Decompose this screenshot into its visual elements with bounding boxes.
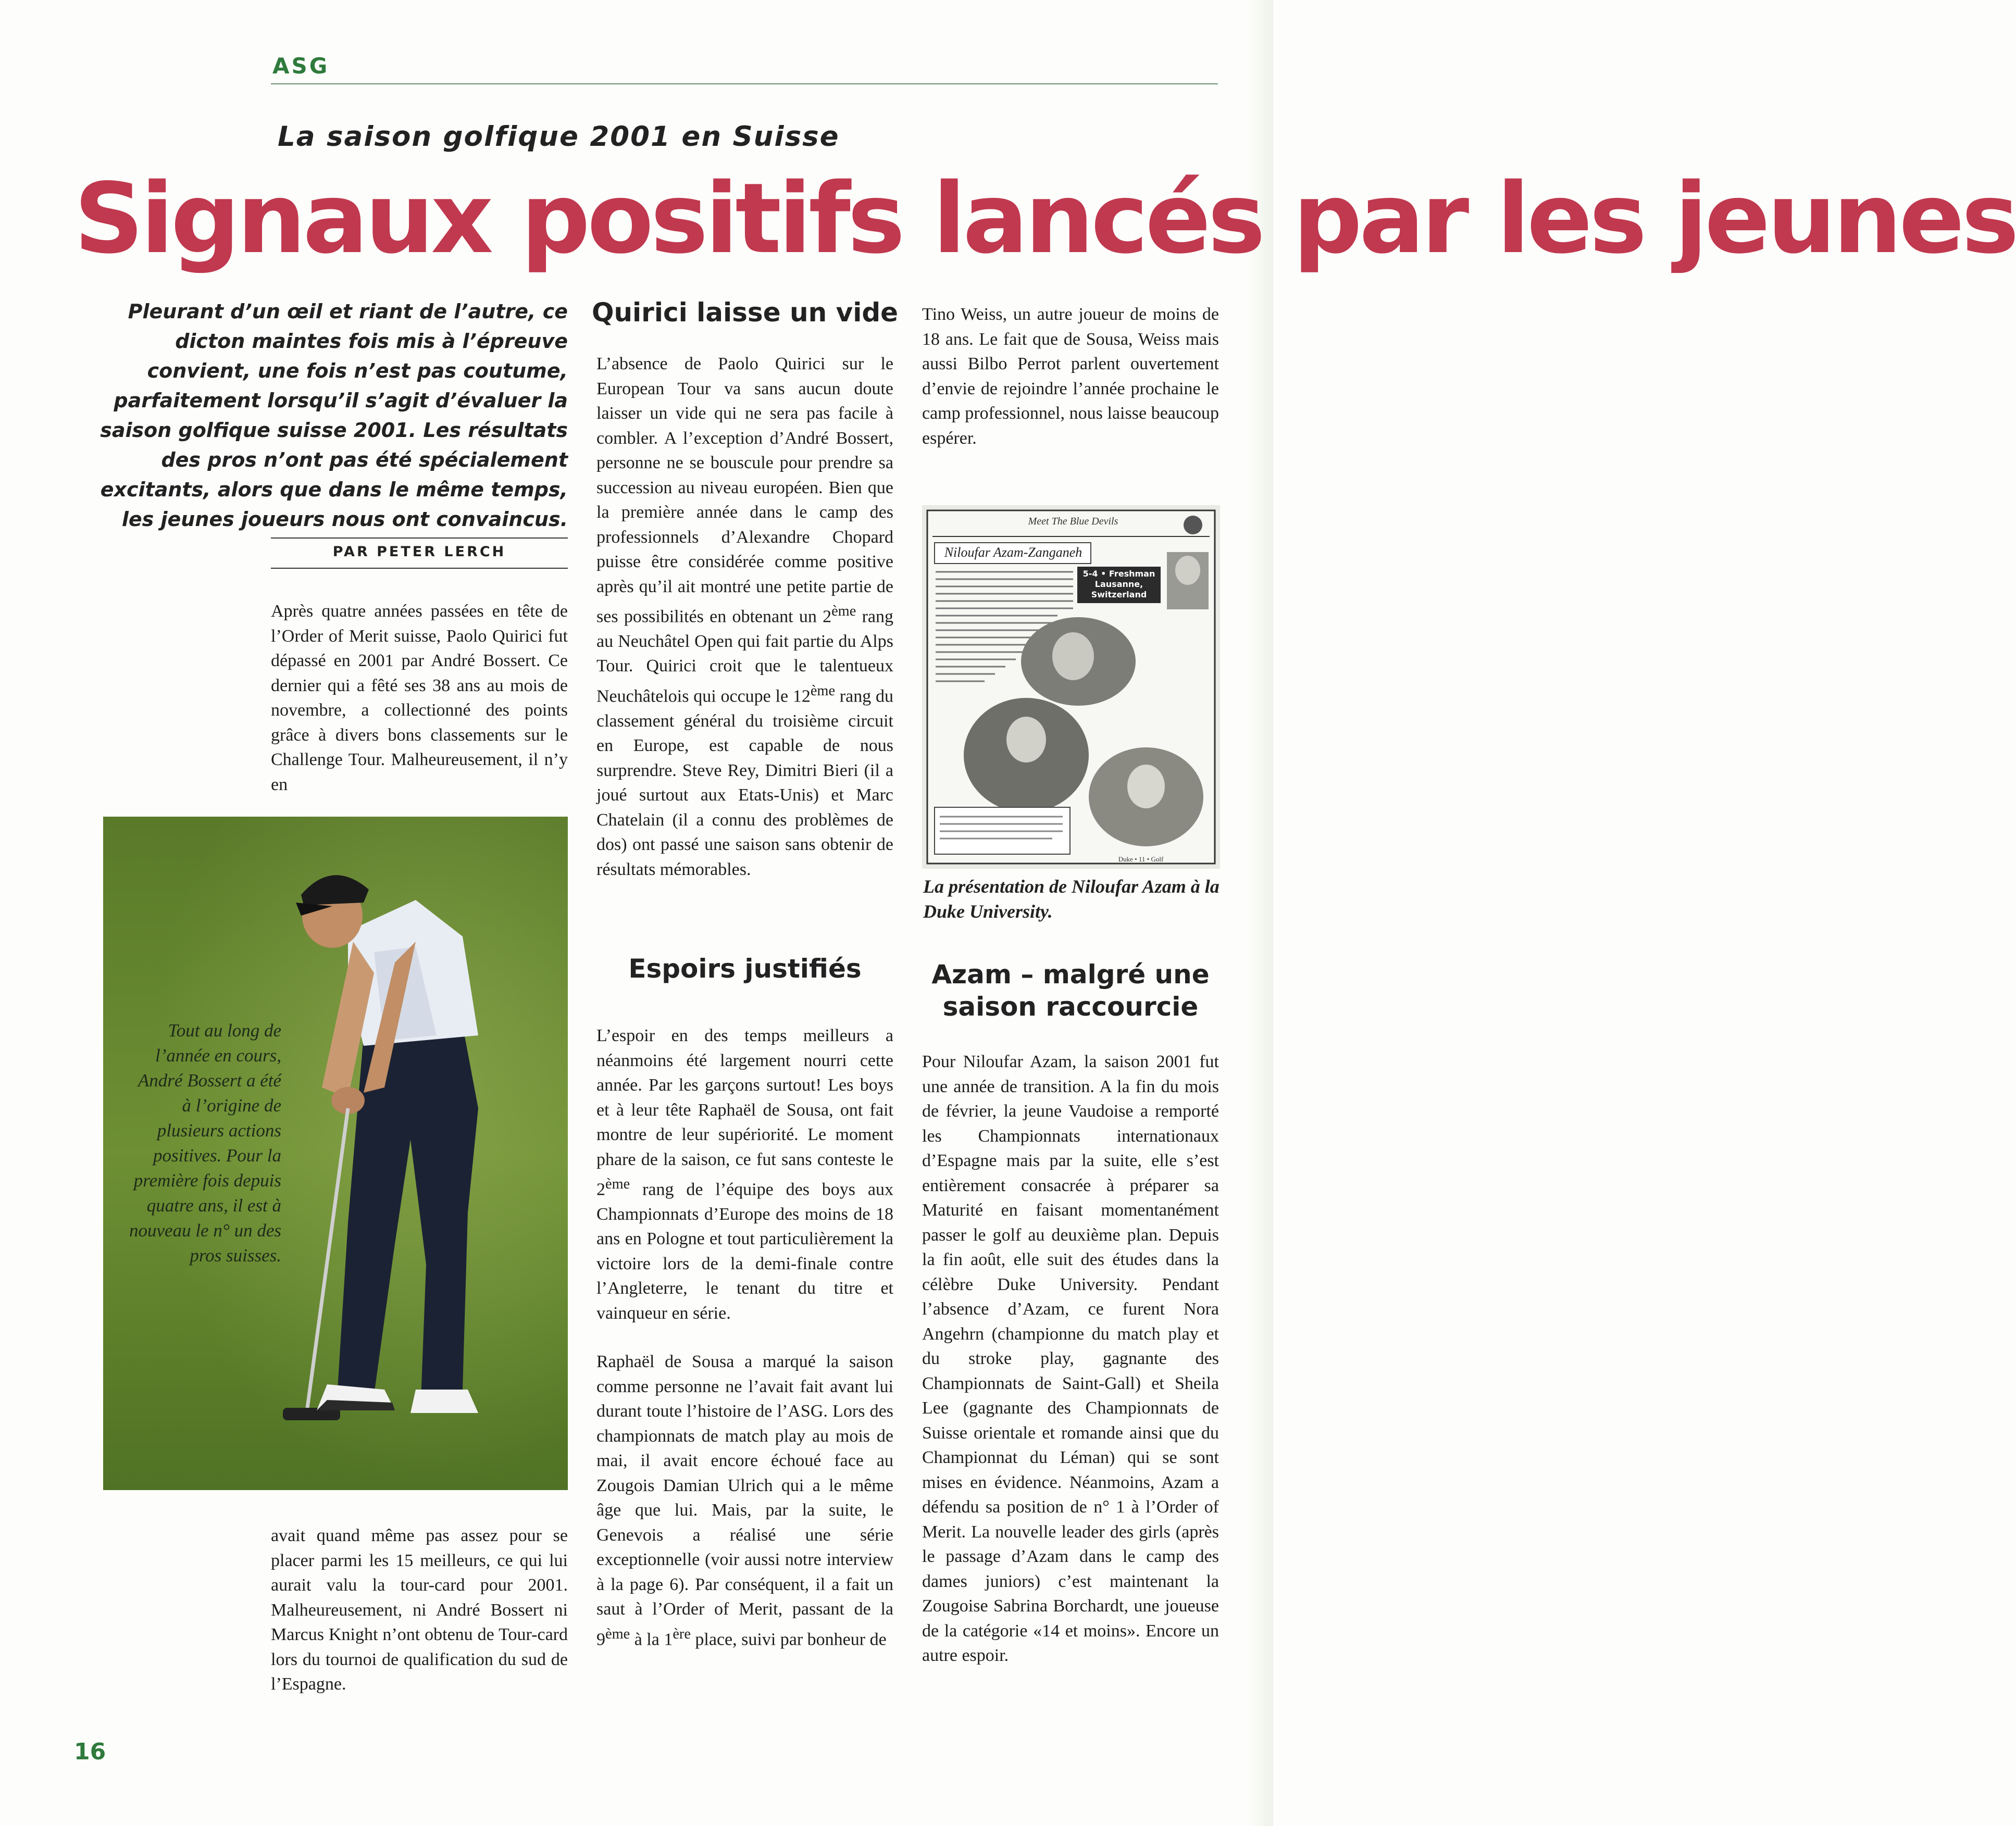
body-paragraph bbox=[596, 1023, 893, 1325]
column1-bottom bbox=[271, 1523, 568, 1697]
inset-caption: La présentation de Niloufar Azam à la Duke University. bbox=[923, 876, 1219, 922]
text-run: Raphaël de Sousa a marqué la saison comme personne ne l’avait fait avant lui durant toute l’histoire de l’ASG. Lors des championnats de match play au mois de mai, il avait encore échoué face au Zougois Damian Ulrich qui a le même âge que lui. Mais, par la suite, le Genevois a réalisé une série exceptionnelle (voir aussi notre interview à la page 6). Par conséquent, il a fait un saut à l’Order of Merit, passant de la 9 bbox=[596, 1352, 893, 1649]
subheading-espoirs: Espoirs justifiés bbox=[628, 954, 862, 984]
inset-badge-line: Lausanne, bbox=[1094, 579, 1143, 589]
inset-badge-line: 5-4 • Freshman bbox=[1082, 569, 1155, 579]
body-paragraph: Après quatre années passées en tête de l’Order of Merit suisse, Paolo Quirici fut dépassé en 2001 par André Bossert. Ce dernier qui a fêté ses 38 ans au mois de novembre, a collectionné des points grâce à divers bons classements sur le Challenge Tour. Malheureusement, il n’y en bbox=[271, 602, 568, 794]
text-run: L’absence de Paolo Quirici sur le European Tour va sans aucun doute laisser un vide qui ne sera pas facile à combler. A l’exception d’André Bossert, personne ne se bouscule pour prendre sa succession au niveau européen. Bien que la première année dans le camp des professionnels d’Alexandre Chopard puisse être considérée comme positive après qu’il ait montré une petite partie de ses possibilités en obtenant un 2 bbox=[596, 354, 893, 627]
section-tag: ASG bbox=[272, 53, 330, 79]
superscript: ère bbox=[673, 1625, 691, 1642]
inset-footer: Duke • 11 • Golf bbox=[1118, 855, 1164, 863]
header-rule bbox=[271, 83, 1218, 84]
column3-top bbox=[922, 302, 1219, 451]
text-run: à la 1 bbox=[630, 1630, 673, 1649]
inset-banner: Meet The Blue Devils bbox=[1028, 516, 1118, 527]
superscript: ème bbox=[810, 682, 836, 699]
kicker: La saison golfique 2001 en Suisse bbox=[278, 121, 840, 153]
body-paragraph: avait quand même pas assez pour se placer parmi les 15 meilleurs, ce qui lui aurait valu la tour-card pour 2001. Malheureusement, ni André Bossert ni Marcus Knight n’ont obtenu de Tour-card lors du tournoi de qualification du sud de l’Espagne. bbox=[271, 1526, 568, 1694]
column1-top bbox=[271, 599, 568, 797]
text-run: rang du classement général du troisième circuit en Europe, est capable de nous surprendre. Steve Rey, Dimitri Bieri (il a joué surtout aux Etats-Unis) et Marc Chatelain (il a connu des problèmes de dos) ont passé une saison sans obtenir de résultats mémorables. bbox=[596, 686, 893, 879]
body-paragraph: Tino Weiss, un autre joueur de moins de 18 ans. Le fait que de Sousa, Weiss mais aussi Bilbo Perrot parlent ouvertement d’envie de rejoindre l’année prochaine le camp professionnel, nous laisse beaucoup espérer. bbox=[922, 305, 1219, 448]
superscript: ème bbox=[605, 1176, 630, 1192]
subheading-quirici: Quirici laisse un vide bbox=[591, 297, 899, 328]
page-number: 16 bbox=[74, 1739, 106, 1765]
text-run: rang de l’équipe des boys aux Championnats d’Europe des moins de 18 ans en Pologne et tout particulièrement la victoire lors de la demi-finale contre l’Angleterre, le tenant du titre et vainqueur en série. bbox=[596, 1180, 893, 1323]
subheading-azam: Azam – malgré une saison raccourcie bbox=[931, 959, 1210, 1022]
superscript: ème bbox=[605, 1625, 630, 1642]
headline: Signaux positifs lancés par les jeunes bbox=[74, 162, 2016, 275]
body-paragraph bbox=[596, 1349, 893, 1652]
inset-badge bbox=[1077, 569, 1161, 600]
byline: PAR PETER LERCH bbox=[332, 544, 506, 560]
superscript: ème bbox=[831, 603, 856, 619]
lead-paragraph: Pleurant d’un œil et riant de l’autre, ce dicton maintes fois mis à l’épreuve convient, une fois n’est pas coutume, parfaitement lorsqu’il s’agit d’évaluer la saison golfique suisse 2001. Les résultats des pros n’ont pas été spécialement excitants, alors que dans le même temps, les jeunes joueurs nous ont convaincus. bbox=[100, 300, 568, 531]
body-paragraph bbox=[596, 352, 893, 882]
column2-top bbox=[596, 352, 893, 882]
column3-bottom bbox=[922, 1049, 1219, 1668]
body-paragraph: Pour Niloufar Azam, la saison 2001 fut une année de transition. A la fin du mois de février, la jeune Vaudoise a remporté les Championnats internationaux d’Espagne mais par la suite, elle s’est entièrement consacrée à préparer sa Maturité en faisant momentanément passer le golf au deuxième plan. Depuis la fin août, elle suit des études dans la célèbre Duke University. Pendant l’absence d’Azam, ce furent Nora Angehrn (championne du match play et du stroke play, gagnante des Championnats de Saint-Gall) et Sheila Lee (gagnante des Championnats de Suisse orientale et romande ainsi que du Championnat du Léman) qui se sont mises en évidence. Néanmoins, Azam a défendu sa position de n° 1 à l’Order of Merit. La nouvelle leader des girls (après le passage d’Azam dans le camp des dames juniors) c’est maintenant la Zougoise Sabrina Borchardt, une joueuse de la catégorie «14 et moins». Encore un autre espoir. bbox=[922, 1052, 1219, 1665]
photo-caption: Tout au long de l’année en cours, André Bossert a été à l’origine de plusieurs actions positives. Pour la première fois depuis quatre ans, il est à nouveau le n° un des pros suisses. bbox=[129, 1020, 281, 1266]
inset-player-name: Niloufar Azam-Zanganeh bbox=[944, 545, 1082, 560]
column2-bottom bbox=[596, 1023, 893, 1652]
text-run: place, suivi par bonheur de bbox=[690, 1630, 887, 1649]
text-run: L’espoir en des temps meilleurs a néanmoins été largement nourri cette année. Par les garçons surtout! Les boys et à leur tête Raphaël de Sousa, ont fait montre de leur supériorité. Le moment phare de la saison, ce fut sans conteste le 2 bbox=[596, 1026, 893, 1199]
duke-profile-inset bbox=[922, 505, 1220, 869]
text-run: rang au Neuchâtel Open qui fait partie du Alps Tour. Quirici croit que le talentueux Neuchâtelois qui occupe le 12 bbox=[596, 607, 893, 706]
inset-badge-line: Switzerland bbox=[1091, 590, 1147, 599]
